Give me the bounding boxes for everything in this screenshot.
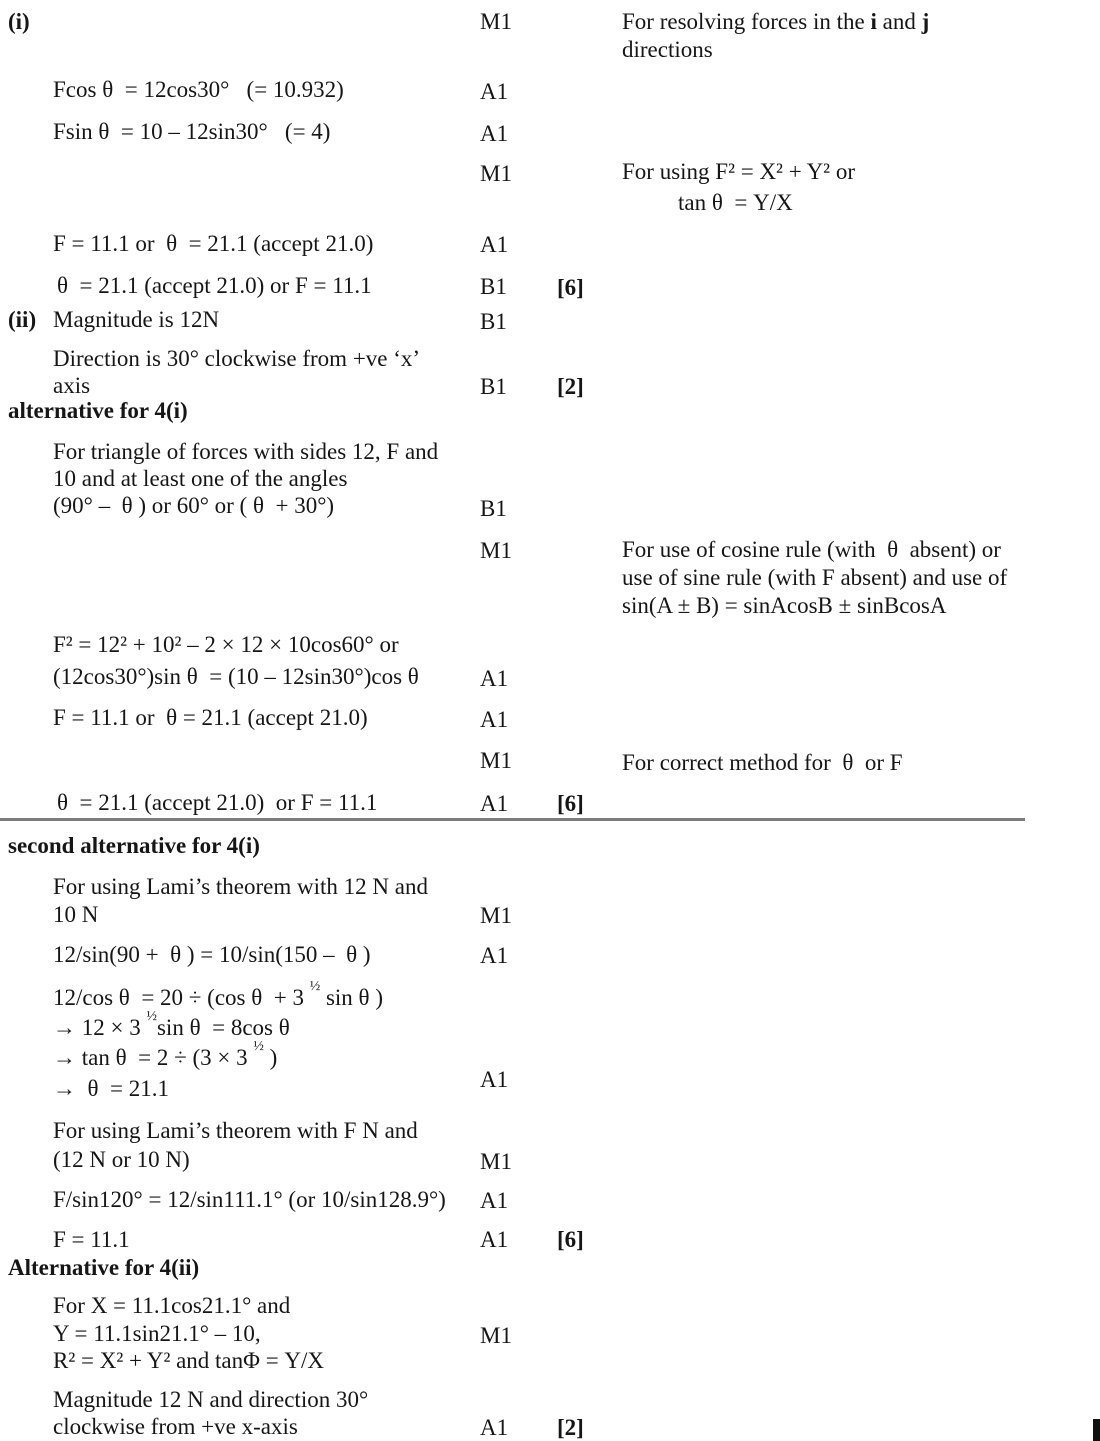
mark-a1-fcos: A1 — [480, 79, 509, 104]
mark-b1-triangle: B1 — [480, 496, 507, 521]
working-lamiF-line2: (12 N or 10 N) — [53, 1147, 190, 1172]
mark-m1-pythag: M1 — [480, 161, 512, 186]
mark-m1-lamiF: M1 — [480, 1149, 512, 1174]
working-final-line1: Magnitude 12 N and direction 30° — [53, 1387, 369, 1412]
working-direction-line1: Direction is 30° clockwise from +ve ‘x’ — [53, 346, 421, 371]
working-theta-value: θ = 21.1 (accept 21.0) or F = 11.1 — [57, 273, 372, 298]
total-6-second-alt: [6] — [557, 1227, 584, 1252]
working-cosine-line1: F² = 12² + 10² – 2 × 12 × 10cos60° or — [53, 632, 399, 657]
note-text-part: and — [876, 9, 922, 34]
mark-a1-cosine: A1 — [480, 666, 509, 691]
working-derive-line4: → θ = 21.1 — [53, 1076, 169, 1101]
mark-a1-lami-equation: A1 — [480, 943, 509, 968]
mark-a1-sine-equation: A1 — [480, 1188, 509, 1213]
superscript-half: ½ — [309, 979, 321, 995]
working-f-final: F = 11.1 — [53, 1227, 130, 1252]
working-magnitude: Magnitude is 12N — [53, 307, 220, 332]
working-theta-alt: θ = 21.1 (accept 21.0) or F = 11.1 — [57, 790, 378, 815]
working-derive-line1 — [53, 979, 383, 1011]
working-fcos: Fcos θ = 12cos30° (= 10.932) — [53, 77, 344, 102]
working-components-line1: For X = 11.1cos21.1° and — [53, 1293, 291, 1318]
working-lami12-line1: For using Lami’s theorem with 12 N and — [53, 874, 428, 899]
note-pythag-line2: tan θ = Y/X — [678, 190, 793, 215]
scan-artifact — [1093, 1419, 1100, 1441]
mark-a1-f-value: A1 — [480, 232, 509, 257]
working-f-value: F = 11.1 or θ = 21.1 (accept 21.0) — [53, 231, 374, 256]
mark-m1-lami12: M1 — [480, 903, 512, 928]
part-label-ii: (ii) — [8, 307, 37, 332]
superscript-half: ½ — [146, 1009, 157, 1025]
mark-a1-final: A1 — [480, 1415, 509, 1440]
working-f-alt: F = 11.1 or θ = 21.1 (accept 21.0) — [53, 705, 368, 730]
mark-a1-fsin: A1 — [480, 121, 509, 146]
total-2-part-ii: [2] — [557, 374, 584, 399]
section-heading-second-alternative-4i: second alternative for 4(i) — [8, 833, 260, 858]
math-part: → tan θ = 2 ÷ (3 × 3 — [53, 1045, 254, 1070]
note-correct-method: For correct method for θ or F — [622, 750, 903, 775]
bold-j-vector: j — [921, 9, 930, 34]
mark-m1-components: M1 — [480, 1323, 512, 1348]
mark-a1-f-alt: A1 — [480, 707, 509, 732]
working-components-line3: R² = X² + Y² and tanΦ = Y/X — [53, 1348, 325, 1373]
mark-b1-direction: B1 — [480, 374, 507, 399]
working-lamiF-line1: For using Lami’s theorem with F N and — [53, 1118, 418, 1143]
mark-a1-theta-alt: A1 — [480, 791, 509, 816]
working-cosine-line2: (12cos30°)sin θ = (10 – 12sin30°)cos θ — [53, 664, 419, 689]
working-fsin: Fsin θ = 10 – 12sin30° (= 4) — [53, 119, 331, 144]
section-heading-alternative-4i: alternative for 4(i) — [8, 398, 188, 423]
mark-a1-derive: A1 — [480, 1067, 509, 1092]
math-part: 12/cos θ = 20 ÷ (cos θ + 3 — [53, 985, 310, 1010]
working-triangle-line2: 10 and at least one of the angles — [53, 466, 348, 491]
working-sine-equation: F/sin120° = 12/sin111.1° (or 10/sin128.9°) — [53, 1187, 446, 1212]
working-final-line2: clockwise from +ve x-axis — [53, 1414, 298, 1439]
working-triangle-line1: For triangle of forces with sides 12, F and — [53, 439, 439, 464]
bold-i-vector: i — [870, 9, 877, 34]
note-pythag-line1: For using F² = X² + Y² or — [622, 159, 855, 184]
note-resolving-line1 — [622, 8, 929, 35]
working-triangle-line3: (90° – θ ) or 60° or ( θ + 30°) — [53, 493, 335, 518]
mark-b1-theta: B1 — [480, 274, 507, 299]
superscript-half: ½ — [253, 1039, 264, 1055]
math-part: ) — [263, 1045, 278, 1070]
note-cosine-line2: use of sine rule (with F absent) and use of — [622, 565, 1008, 590]
mark-m1-method: M1 — [480, 748, 512, 773]
math-part: sin θ = 8cos θ — [156, 1015, 290, 1040]
working-derive-line2 — [53, 1009, 290, 1041]
mark-m1-resolve: M1 — [480, 9, 512, 34]
section-heading-alternative-4ii: Alternative for 4(ii) — [8, 1255, 200, 1280]
section-divider-rule — [0, 818, 1025, 821]
working-lami-equation: 12/sin(90 + θ ) = 10/sin(150 – θ ) — [53, 942, 371, 967]
total-6-alt: [6] — [557, 791, 584, 816]
math-part: → 12 × 3 — [53, 1015, 147, 1040]
part-label-i: (i) — [8, 9, 30, 34]
working-derive-line3 — [53, 1039, 278, 1071]
note-cosine-line3: sin(A ± B) = sinAcosB ± sinBcosA — [622, 593, 947, 618]
total-6-part-i: [6] — [557, 275, 584, 300]
note-text-part: For resolving forces in the — [622, 9, 871, 34]
working-direction-line2: axis — [53, 373, 91, 398]
working-components-line2: Y = 11.1sin21.1° – 10, — [53, 1321, 261, 1346]
total-2-alt: [2] — [557, 1415, 584, 1440]
working-lami12-line2: 10 N — [53, 902, 99, 927]
mark-b1-magnitude: B1 — [480, 309, 507, 334]
math-part: sin θ ) — [320, 985, 383, 1010]
mark-a1-f-final: A1 — [480, 1227, 509, 1252]
note-resolving-line2: directions — [622, 37, 713, 62]
note-cosine-line1: For use of cosine rule (with θ absent) or — [622, 537, 1001, 562]
mark-m1-cosine-rule: M1 — [480, 538, 512, 563]
